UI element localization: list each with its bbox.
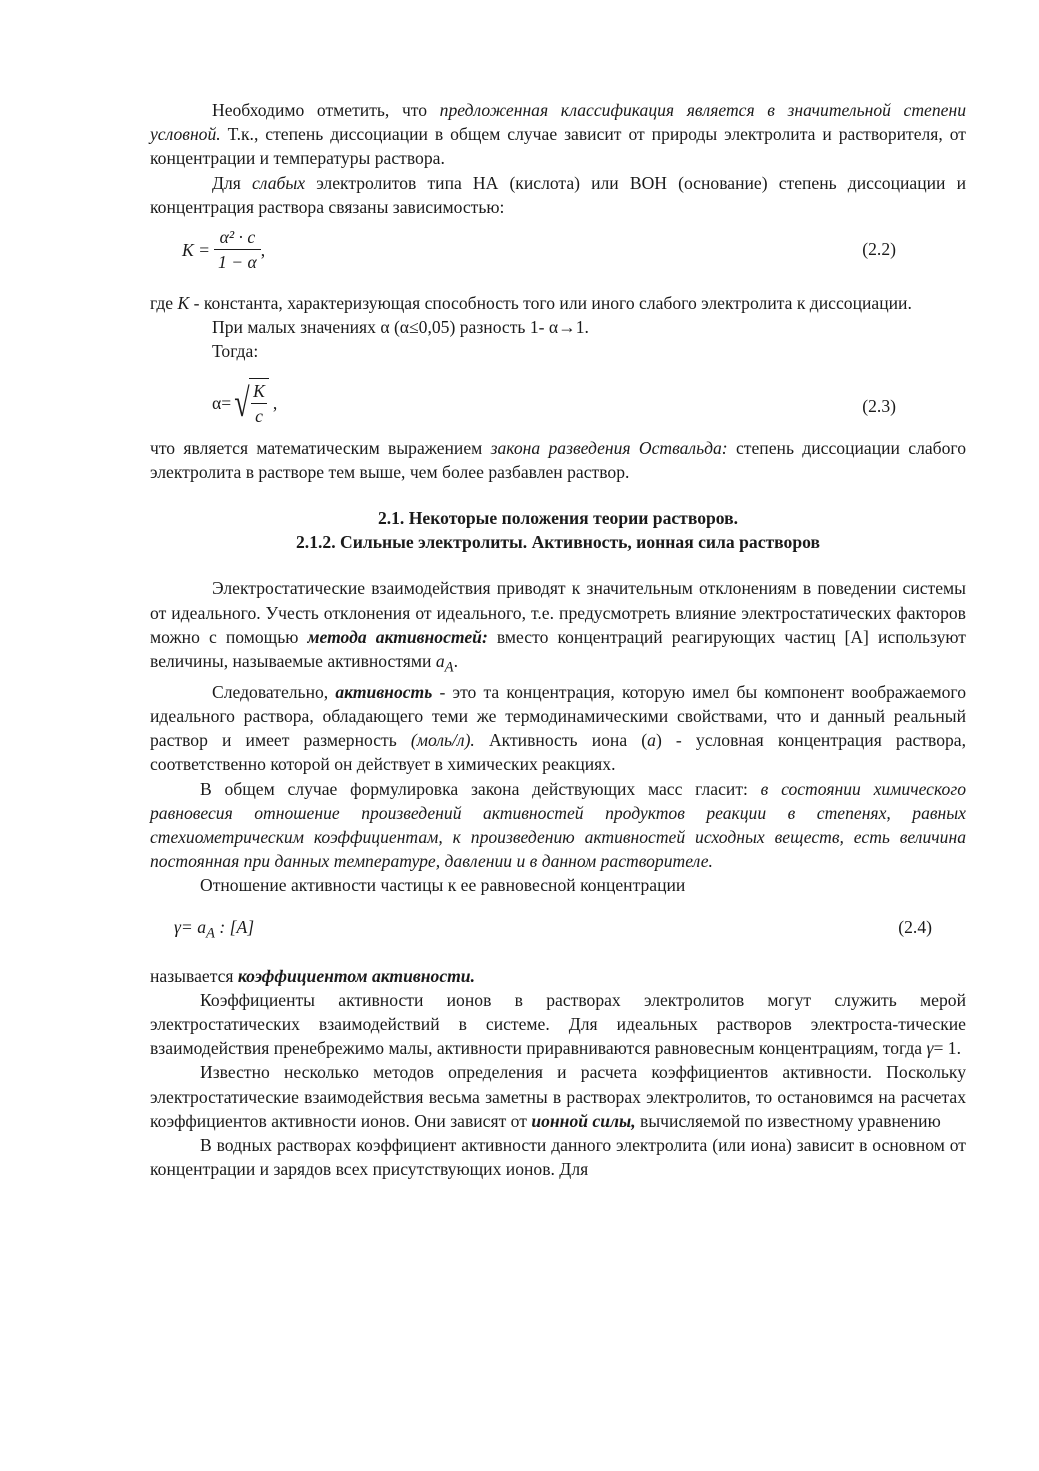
paragraph-then: Тогда: — [212, 341, 259, 362]
equation-2-2 — [150, 221, 966, 283]
paragraph-activity-coefficient — [150, 964, 966, 988]
bold-italic-text: коэффициентом активности. — [237, 965, 475, 986]
radical-sign: √ — [234, 379, 250, 425]
italic-text: закона разведения Оствальда: — [490, 437, 728, 458]
equation-number: (2.3) — [862, 395, 896, 416]
text-run: называется — [150, 965, 238, 986]
text-run: Следовательно, — [212, 681, 336, 702]
text-run: = 1. — [933, 1038, 961, 1059]
text-run: В общем случае формулировка закона действующих масс гласит: — [200, 778, 761, 799]
italic-text: a — [435, 651, 445, 672]
equation-lhs: α= — [212, 392, 232, 413]
subscript-text: A — [444, 659, 454, 676]
italic-text: предложенная классификация является в значительной степени условной. — [150, 100, 966, 145]
text-run: что является математическим выражением — [150, 437, 491, 458]
text-run: : [A] — [214, 916, 255, 937]
text-run: ) - условная концентрация раствора, соответственно которой он действует в химических реакциях. — [150, 730, 967, 775]
italic-text: (моль/л). — [410, 730, 475, 751]
document-page — [150, 98, 966, 1181]
text-run: Известно несколько методов определения и расчета коэффициентов активности. Поскольку электростатические взаимодействия весьма заметны в растворах электролитов, то остановимся на расчетах коэффициентов активности ионов. Они зависят от — [150, 1062, 966, 1131]
text-run: Активность иона ( — [474, 730, 648, 751]
bold-italic-text: метода активностей: — [307, 626, 488, 647]
subsection-heading: 2.1.2. Сильные электролиты. Активность, ионная сила растворов — [296, 532, 820, 553]
paragraph-small-alpha: При малых значениях α (α≤0,05) разность 1- α→1. — [212, 317, 589, 338]
fraction-numerator: α² · c — [219, 227, 256, 248]
equation-comma: , — [260, 239, 266, 260]
subscript-text: A — [206, 925, 215, 942]
equation-2-4 — [150, 898, 966, 956]
text-run: γ= a — [174, 916, 207, 937]
text-run: - константа, характеризующая способность того или иного слабого электролита к диссоциации. — [189, 293, 912, 314]
text-run: где — [150, 293, 178, 314]
text-run: Коэффициенты активности ионов в растворах электролитов могут служить мерой электростатических взаимодействий в системе. Для идеальных растворов электроста-тические взаимодействия пренебрежимо малы, активности приравниваются равновесным концентрациям, тогда — [150, 989, 966, 1059]
text-run: вычисляемой по известному уравнению — [635, 1110, 941, 1131]
paragraph-ostwald — [150, 436, 966, 484]
section-heading: 2.1. Некоторые положения теории растворов. — [377, 508, 739, 529]
paragraph-weak-electrolytes — [150, 171, 966, 219]
paragraph-activity-definition — [150, 680, 966, 777]
italic-text: γ — [926, 1038, 934, 1059]
italic-text: в состоянии химического равновесия отношение произведений активностей продуктов реакции в степенях, равных стехиометрическим коэффициентам, к произведению активностей исходных веществ, есть величина постоянная при данных температуре, давлении и в данном растворителе. — [150, 778, 967, 872]
italic-text: а — [647, 730, 656, 751]
square-root — [231, 378, 269, 428]
text-run: - это та концентрация, которую имел бы компонент воображаемого идеального раствора, обладающего теми же термодинамическими свойствами, что и данный реальный раствор и имеет размерность — [150, 681, 966, 751]
italic-text: K — [177, 293, 190, 314]
equation-number: (2.4) — [898, 916, 932, 937]
italic-text: слабых — [252, 172, 306, 193]
paragraph-constant-definition — [150, 291, 966, 315]
equation-comma: , — [272, 392, 278, 413]
fraction — [214, 225, 261, 274]
equation-2-3 — [150, 364, 966, 436]
text-run: вместо концентраций реагирующих частиц [А] используют величины, называемые активностями — [150, 626, 966, 672]
text-run: Для — [212, 172, 252, 193]
fraction-denominator: c — [251, 403, 267, 428]
equation-lhs: K = — [182, 239, 211, 260]
bold-italic-text: ионной силы, — [531, 1110, 636, 1131]
fraction — [249, 379, 269, 428]
fraction-denominator: 1 − α — [214, 249, 261, 274]
radicand — [249, 378, 269, 428]
paragraph-activity-ratio: Отношение активности частицы к ее равновесной концентрации — [200, 875, 686, 896]
fraction-numerator: K — [253, 380, 265, 401]
text-run: Электростатические взаимодействия приводят к значительным отклонениям в поведении системы от идеального. Учесть отклонения от идеального, т.е. предусмотреть влияние электростатических факторов можно с помощью — [150, 578, 966, 647]
paragraph-classification — [150, 98, 966, 171]
text-run: Необходимо отметить, что — [212, 100, 440, 120]
paragraph-electrostatic — [150, 576, 966, 679]
bold-italic-text: активность — [335, 681, 433, 702]
paragraph-methods — [150, 1060, 966, 1133]
equation-number: (2.2) — [862, 239, 896, 260]
paragraph-mass-action-law — [150, 777, 966, 874]
text-run: степень диссоциации слабого электролита в растворе тем выше, чем более разбавлен раствор. — [150, 437, 966, 482]
text-run: Т.к., степень диссоциации в общем случае зависит от природы электролита и растворителя, от концентрации и температуры раствора. — [150, 124, 966, 169]
text-run: . — [453, 651, 459, 672]
paragraph-coefficients-measure — [150, 988, 966, 1061]
paragraph-aqueous-solutions: В водных растворах коэффициент активности данного электролита (или иона) зависит в основном от концентрации и зарядов всех присутствующих ионов. Для — [150, 1135, 966, 1180]
text-run: электролитов типа НА (кислота) или ВОН (основание) степень диссоциации и концентрация раствора связаны зависимостью: — [150, 172, 966, 217]
equation-body — [174, 915, 254, 946]
